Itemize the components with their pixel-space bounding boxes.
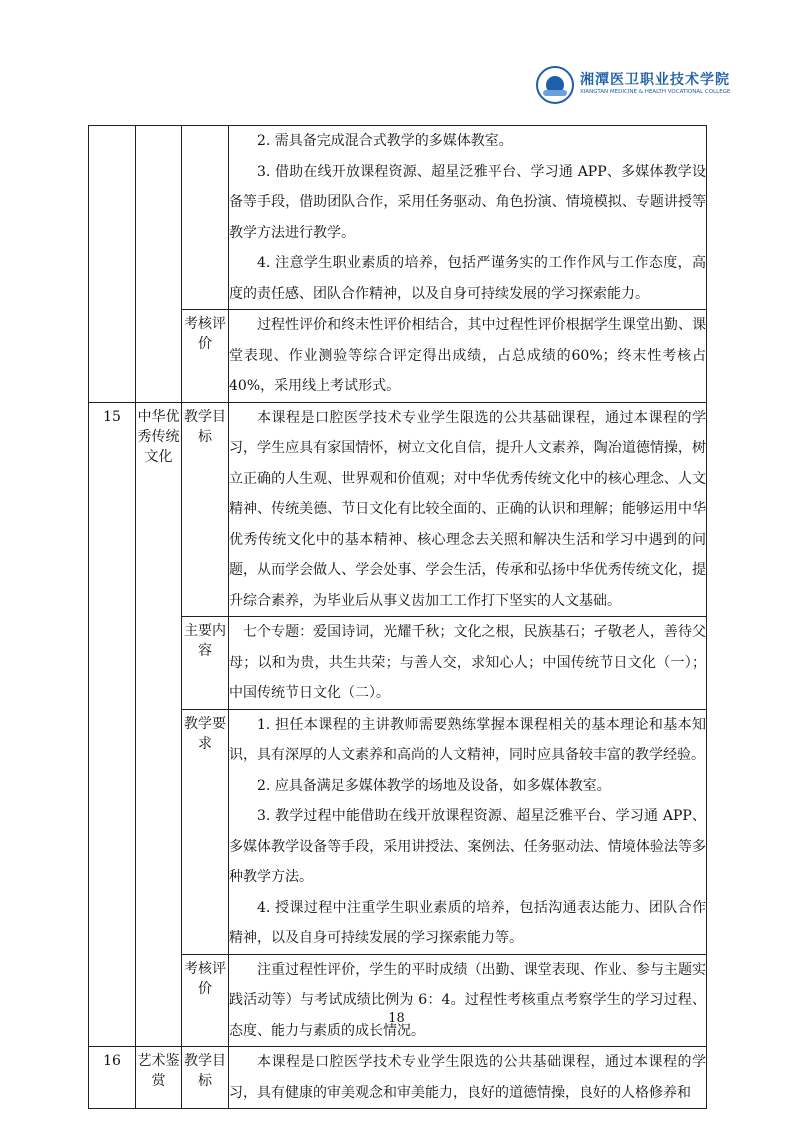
course-name-cell (136, 402, 182, 1047)
item-label-cell (182, 126, 229, 310)
requirement-paragraph: 3. 借助在线开放课程资源、超星泛雅平台、学习通 APP、多媒体教学设备等手段，借助团队合作，采用任务驱动、角色扮演、情境模拟、专题讲授等教学方法进行教学。 (229, 163, 706, 241)
teaching-goal-cell (229, 402, 707, 617)
course-name: 艺术鉴赏 (137, 1053, 180, 1089)
requirements-label: 教学要求 (184, 715, 226, 752)
course-number: 15 (103, 408, 121, 425)
school-logo (536, 66, 731, 110)
item-label-cell (182, 1047, 229, 1109)
assessment-cell (229, 954, 707, 1047)
assessment-label: 考核评价 (184, 316, 226, 352)
content-label: 主要内容 (184, 623, 226, 659)
item-label-cell (182, 954, 229, 1047)
teaching-requirements-cell (229, 126, 707, 310)
assessment-text: 过程性评价和终末性评价相结合，其中过程性评价根据学生课堂出勤、课堂表现、作业测验等综合评定得出成绩，占总成绩的60%；终末性考核占40%，采用线上考试形式。 (229, 317, 706, 394)
course-name-cell (136, 126, 182, 403)
course-table (88, 125, 707, 1109)
page-number: 18 (388, 1011, 405, 1026)
course-number: 16 (103, 1053, 121, 1069)
table-row (89, 126, 707, 310)
goal-label: 教学目标 (184, 1053, 226, 1089)
table-row (89, 954, 707, 1047)
teaching-goal-cell (229, 1047, 707, 1109)
main-content-cell (229, 617, 707, 710)
assessment-cell (229, 310, 707, 403)
requirement-paragraph: 3. 教学过程中能借助在线开放课程资源、超星泛雅平台、学习通 APP、多媒体教学设备等手段，采用讲授法、案例法、任务驱动法、情境体验法等多种教学方法。 (229, 808, 706, 885)
content-text: 七个专题：爱国诗词，光耀千秋；文化之根，民族基石；孑敬老人，善待父母；以和为贵，共生共荣；与善人交，求知心人；中国传统节日文化（一）；中国传统节日文化（二）。 (229, 624, 706, 701)
item-label-cell (182, 709, 229, 954)
goal-text: 本课程是口腔医学技术专业学生限选的公共基础课程，通过本课程的学习，具有健康的审美观念和审美能力，良好的道德情操，良好的人格修养和 (229, 1054, 706, 1101)
table-row (89, 1047, 707, 1109)
table-row (89, 617, 707, 710)
school-name-cn: 湘潭医卫职业技术学院 (580, 72, 730, 88)
requirement-paragraph: 1. 担任本课程的主讲教师需要熟练掌握本课程相关的基本理论和基本知识，具有深厚的人文素养和高尚的人文精神，同时应具备较丰富的教学经验。 (229, 716, 706, 763)
requirement-paragraph: 2. 应具备满足多媒体教学的场地及设备，如多媒体教室。 (257, 777, 611, 794)
school-emblem-icon (536, 66, 574, 104)
table-row (89, 402, 707, 617)
course-no-cell (89, 1047, 136, 1109)
item-label-cell (182, 617, 229, 710)
table-row (89, 310, 707, 403)
goal-text: 本课程是口腔医学技术专业学生限选的公共基础课程，通过本课程的学习，学生应具有家国情怀，树立文化自信，提升人文素养，陶冶道德情操，树立正确的人生观、世界观和价值观；对中华优秀传统文化中的核心理念、人文精神、传统美德、节日文化有比较全面的、正确的认识和理解；能够运用中华优秀传统文化中的基本精神、核心理念去关照和解决生活和学习中遇到的问题，从而学会做人、学会处事、学会生活，传承和弘扬中华优秀传统文化，提升综合素养，为毕业后从事义齿加工工作打下坚实的人文基础。 (229, 409, 706, 609)
item-label-cell (182, 402, 229, 617)
assessment-label: 考核评价 (184, 960, 226, 997)
requirement-paragraph: 4. 注意学生职业素质的培养，包括严谨务实的工作作风与工作态度，高度的责任感、团队合作精神，以及自身可持续发展的学习探索能力。 (229, 255, 706, 302)
teaching-requirements-cell (229, 709, 707, 954)
requirement-paragraph: 4. 授课过程中注重学生职业素质的培养，包括沟通表达能力、团队合作精神，以及自身可持续发展的学习探索能力等。 (229, 899, 706, 946)
goal-label: 教学目标 (184, 408, 226, 445)
course-no-cell (89, 126, 136, 403)
course-name-cell (136, 1047, 182, 1109)
assessment-text: 注重过程性评价，学生的平时成绩（出勤、课堂表现、作业、参与主题实践活动等）与考试成绩比例为 6：4。过程性考核重点考察学生的学习过程、态度、能力与素质的成长情况。 (229, 961, 706, 1039)
school-name-en: XIANGTAN MEDICINE & HEALTH VOCATIONAL COLLEGE (580, 89, 731, 95)
course-name: 中华优秀传统文化 (137, 408, 180, 465)
table-row (89, 709, 707, 954)
course-no-cell (89, 402, 136, 1047)
requirement-paragraph: 2. 需具备完成混合式教学的多媒体教室。 (257, 133, 513, 149)
item-label-cell (182, 310, 229, 403)
